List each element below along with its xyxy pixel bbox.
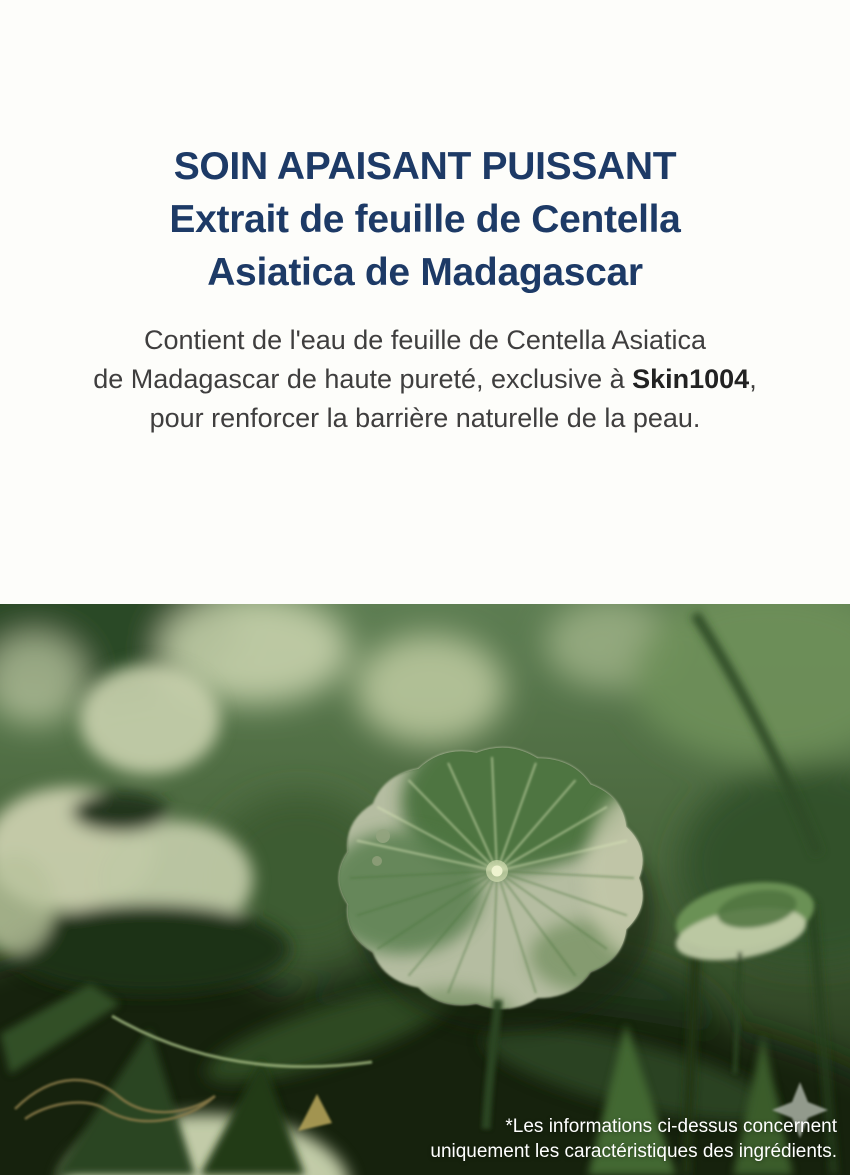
centella-photo-illustration: [0, 604, 850, 1175]
intro-line-2: [0, 360, 850, 399]
intro-paragraph: [0, 321, 850, 438]
brand-name: Skin1004: [632, 364, 750, 394]
footnote-line-1: *Les informations ci-dessus concernent: [505, 1116, 837, 1137]
title-line-3: Asiatica de Madagascar: [207, 251, 643, 294]
intro-line-3: pour renforcer la barrière naturelle de la peau.: [149, 403, 701, 433]
product-photo: [0, 604, 850, 1175]
title-line-1: SOIN APAISANT PUISSANT: [173, 145, 677, 188]
title-line-2: Extrait de feuille de Centella: [169, 198, 681, 241]
intro-line-2-text: de Madagascar de haute pureté, exclusive à: [93, 364, 633, 394]
page-title: [0, 0, 850, 299]
intro-line-1: Contient de l'eau de feuille de Centella Asiatica: [143, 325, 707, 355]
footnote-line-2: uniquement les caractéristiques des ingrédients.: [430, 1141, 837, 1162]
intro-line-2-comma: ,: [749, 364, 757, 394]
disclaimer-footnote: [430, 1114, 837, 1164]
